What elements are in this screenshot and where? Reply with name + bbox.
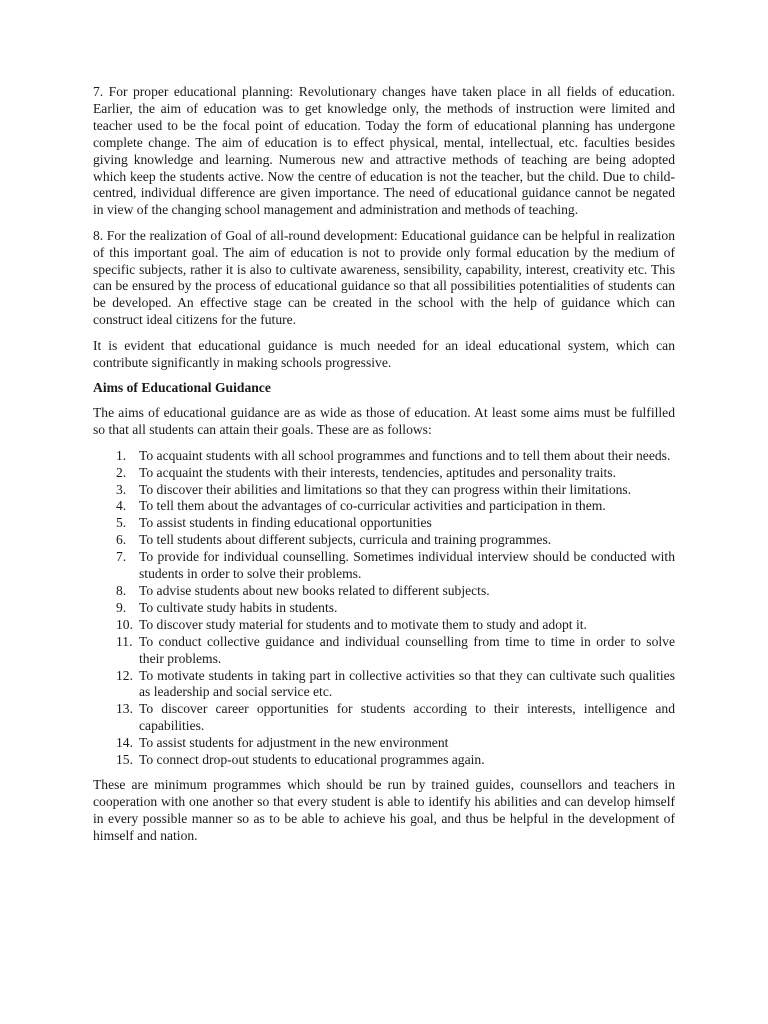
list-item-number: 2. (116, 464, 127, 480)
list-item (93, 701, 675, 735)
list-item-number: 4. (116, 498, 127, 514)
list-item-text: To motivate students in taking part in collective activities so that they can cultivate such qualities as leadership and social service etc. (139, 667, 675, 700)
list-item-text: To assist students for adjustment in the new environment (139, 735, 449, 751)
list-item-text: To provide for individual counselling. Sometimes individual interview should be conducted with students in order to solve their problems. (139, 549, 675, 582)
list-item-text: To conduct collective guidance and individual counselling from time to time in order to solve their problems. (139, 633, 675, 666)
list-item (93, 735, 675, 752)
list-item-number: 9. (116, 599, 127, 615)
list-item (93, 668, 675, 702)
list-item-number: 10. (116, 616, 133, 632)
list-item-number: 12. (116, 667, 133, 683)
list-item-number: 3. (116, 481, 127, 497)
list-item-text: To tell students about different subjects, curricula and training programmes. (139, 532, 552, 548)
list-item-text: To advise students about new books related to different subjects. (139, 582, 490, 598)
list-item-number: 1. (116, 447, 127, 463)
list-item-text: To discover their abilities and limitations so that they can progress within their limitations. (139, 481, 632, 497)
list-item-number: 7. (116, 549, 127, 565)
list-item-text: To assist students in finding educational opportunities (139, 515, 432, 531)
list-item-number: 15. (116, 752, 133, 768)
list-item (93, 583, 675, 600)
closing-paragraph: These are minimum programmes which should be run by trained guides, counsellors and teachers in cooperation with one another so that every student is able to identify his abilities and can develop himself in every possible manner so as to be able to achieve his goal, and thus be helpful in the development of himself and nation. (93, 777, 675, 844)
list-item (93, 752, 675, 769)
paragraph-educational-planning: 7. For proper educational planning: Revolutionary changes have taken place in all fields of education. Earlier, the aim of education was to get knowledge only, the methods of instruction were limited and teacher used to be the focal point of education. Today the form of educational planning has undergone complete change. The aim of education is to effect physical, mental, intellectual, etc. faculties besides giving knowledge and learning. Numerous new and attractive methods of teaching are being adopted which keep the students active. Now the centre of education is not the teacher, but the child. Due to child-centred, individual difference are given importance. The need of educational guidance cannot be negated in view of the changing school management and administration and methods of teaching. (93, 84, 675, 218)
list-item-number: 8. (116, 582, 127, 598)
list-item-number: 14. (116, 735, 133, 751)
list-item-text: To cultivate study habits in students. (139, 599, 338, 615)
list-item (93, 482, 675, 499)
list-item (93, 465, 675, 482)
list-item (93, 617, 675, 634)
list-item-number: 6. (116, 532, 127, 548)
aims-intro: The aims of educational guidance are as wide as those of education. At least some aims must be fulfilled so that all students can attain their goals. These are as follows: (93, 405, 675, 438)
list-item (93, 549, 675, 583)
list-item-text: To discover study material for students and to motivate them to study and adopt it. (139, 616, 587, 632)
list-item-text: To connect drop-out students to educational programmes again. (139, 752, 485, 768)
section-heading-aims: Aims of Educational Guidance (93, 380, 271, 395)
list-item-text: To tell them about the advantages of co-curricular activities and participation in them. (139, 498, 606, 514)
list-item-number: 11. (116, 633, 133, 649)
list-item (93, 498, 675, 515)
list-item-text: To acquaint the students with their interests, tendencies, aptitudes and personality traits. (139, 464, 616, 480)
list-item-number: 13. (116, 701, 133, 717)
list-item-text: To acquaint students with all school programmes and functions and to tell them about their needs. (139, 447, 671, 463)
paragraph-all-round-development: 8. For the realization of Goal of all-round development: Educational guidance can be helpful in realization of this important goal. The aim of education is not to provide only formal education by the medium of specific subjects, rather it is also to cultivate awareness, sensibility, capability, interest, creativity etc. This can be ensured by the process of educational guidance so that all possibilities potentialities of students can be developed. An effective stage can be created in the school with the help of guidance which can construct ideal citizens for the future. (93, 227, 675, 328)
list-item (93, 448, 675, 465)
paragraph-evident: It is evident that educational guidance is much needed for an ideal educational system, which can contribute significantly in making schools progressive. (93, 337, 675, 370)
list-item (93, 634, 675, 668)
aims-list (93, 448, 675, 769)
list-item (93, 600, 675, 617)
list-item (93, 532, 675, 549)
list-item-text: To discover career opportunities for students according to their interests, intelligence and capabilities. (139, 701, 675, 734)
list-item (93, 515, 675, 532)
list-item-number: 5. (116, 515, 127, 531)
